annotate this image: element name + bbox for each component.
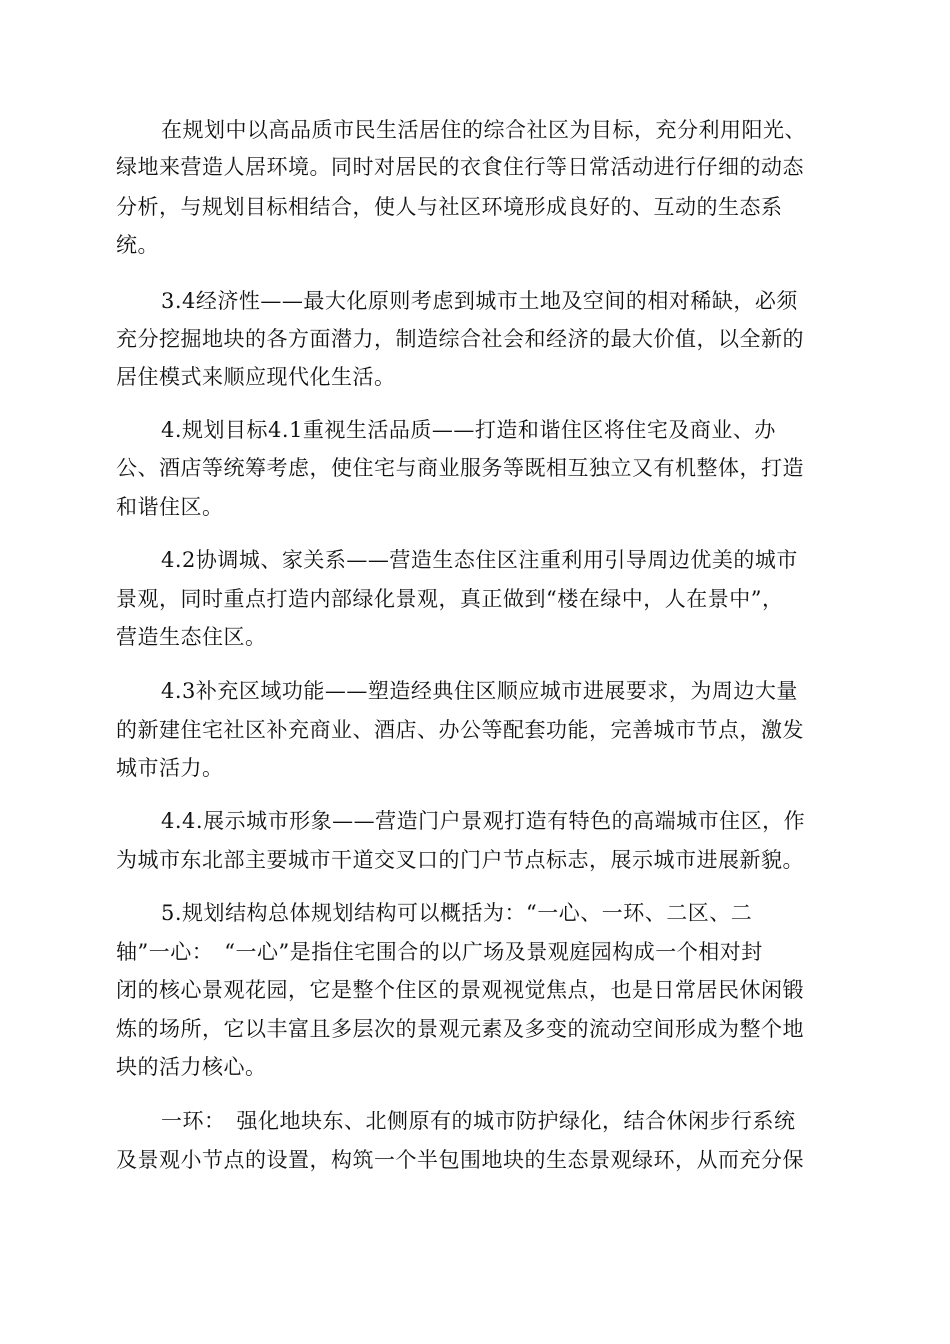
- paragraph-6-line-2: 为城市东北部主要城市干道交叉口的门户节点标志，展示城市进展新貌。: [116, 848, 804, 872]
- paragraph-2-line-3: 居住模式来顺应现代化生活。: [116, 365, 396, 389]
- paragraph-5-line-3: 城市活力。: [116, 756, 224, 780]
- paragraph-1-line-4: 统。: [116, 233, 159, 257]
- paragraph-3-line-3: 和谐住区。: [116, 495, 224, 519]
- paragraph-3-line-2: 公、酒店等统筹考虑，使住宅与商业服务等既相互独立又有机整体，打造: [116, 456, 804, 480]
- paragraph-4-line-1: 4.2协调城、家关系——营造生态住区注重利用引导周边优美的城市: [161, 548, 798, 572]
- paragraph-7-line-5: 块的活力核心。: [116, 1055, 267, 1079]
- paragraph-7-line-3: 闭的核心景观花园，它是整个住区的景观视觉焦点，也是日常居民休闲锻: [116, 978, 804, 1002]
- paragraph-4-line-2: 景观，同时重点打造内部绿化景观，真正做到“楼在绿中，人在景中”，: [116, 587, 784, 611]
- paragraph-1-line-3: 分析，与规划目标相结合，使人与社区环境形成良好的、互动的生态系: [116, 195, 783, 219]
- paragraph-3-line-1: 4.规划目标4.1重视生活品质——打造和谐住区将住宅及商业、办: [161, 418, 776, 442]
- paragraph-7-line-1: 5.规划结构总体规划结构可以概括为：“一心、一环、二区、二: [161, 901, 753, 925]
- paragraph-8-line-1: 一环： 强化地块东、北侧原有的城市防护绿化，结合休闲步行系统: [161, 1109, 796, 1133]
- paragraph-7-line-4: 炼的场所，它以丰富且多层次的景观元素及多变的流动空间形成为整个地: [116, 1017, 804, 1041]
- paragraph-5-line-2: 的新建住宅社区补充商业、酒店、办公等配套功能，完善城市节点，激发: [116, 718, 804, 742]
- paragraph-7-line-2: 轴”一心： “一心”是指住宅围合的以广场及景观庭园构成一个相对封: [116, 940, 763, 964]
- paragraph-6-line-1: 4.4.展示城市形象——营造门户景观打造有特色的高端城市住区，作: [161, 809, 806, 833]
- paragraph-1-line-1: 在规划中以高品质市民生活居住的综合社区为目标，充分利用阳光、: [161, 118, 806, 142]
- paragraph-1-line-2: 绿地来营造人居环境。同时对居民的衣食住行等日常活动进行仔细的动态: [116, 155, 804, 179]
- paragraph-4-line-3: 营造生态住区。: [116, 625, 267, 649]
- paragraph-2-line-1: 3.4经济性——最大化原则考虑到城市土地及空间的相对稀缺，必须: [161, 289, 798, 313]
- paragraph-8-line-2: 及景观小节点的设置，构筑一个半包围地块的生态景观绿环，从而充分保: [116, 1148, 804, 1172]
- paragraph-2-line-2: 充分挖掘地块的各方面潜力，制造综合社会和经济的最大价值，以全新的: [116, 327, 804, 351]
- paragraph-5-line-1: 4.3补充区域功能——塑造经典住区顺应城市进展要求，为周边大量: [161, 679, 798, 703]
